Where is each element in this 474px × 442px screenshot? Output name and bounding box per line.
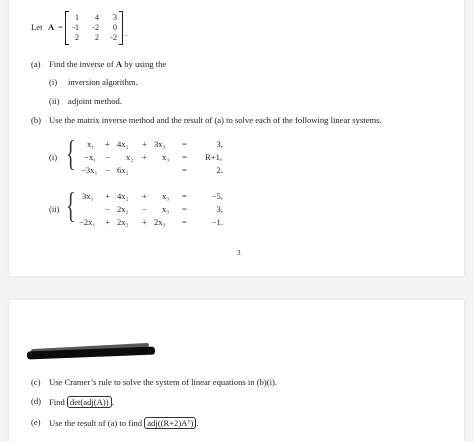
matrix-period: .: [125, 28, 128, 38]
part-d-label: (d): [31, 396, 42, 406]
matrix-cell: 2: [75, 33, 79, 42]
equation-term: x₁: [87, 139, 95, 149]
system-ii-label: (ii): [49, 204, 60, 214]
part-e-expression: adj((R+2)Aᵀ): [144, 417, 196, 429]
equation-term: x₃: [162, 152, 170, 162]
equation-rhs: 3,: [216, 139, 223, 149]
equation-term: 2x₂: [117, 217, 129, 227]
equation-operator: +: [142, 139, 147, 149]
equation-operator: −: [142, 204, 147, 214]
equation-equals: =: [182, 139, 187, 149]
matrix-cell: 3: [113, 13, 117, 22]
matrix-cell: 1: [75, 13, 79, 22]
matrix-cell: 0: [113, 23, 117, 32]
part-d-expression: det(adj(A)): [67, 396, 112, 408]
equation-term: x₃: [162, 191, 170, 201]
equation-operator: −: [105, 165, 110, 175]
matrix-cell: 2: [95, 33, 99, 42]
part-a-text-post: by using the: [124, 59, 167, 69]
equation-operator: −: [105, 152, 110, 162]
part-a-text: [49, 59, 166, 69]
equation-term: 3x₁: [82, 191, 94, 201]
equation-equals: =: [182, 217, 187, 227]
part-c-label: (c): [31, 377, 41, 387]
matrix-cell: 4: [95, 13, 99, 22]
part-d-text-pre: Find: [49, 397, 65, 407]
equation-operator: +: [105, 217, 110, 227]
matrix-right-bracket: [119, 11, 123, 45]
equation-equals: =: [182, 191, 187, 201]
equation-term: −3x₁: [81, 165, 98, 175]
equation-equals: =: [182, 165, 187, 175]
equation-term: 2x₂: [117, 204, 129, 214]
let-label: Let: [31, 22, 43, 32]
equation-rhs: 2.: [216, 165, 223, 175]
equation-operator: +: [105, 139, 110, 149]
page-one: [9, 0, 464, 276]
part-e-text-pre: Use the result of (a) to find: [49, 418, 143, 428]
equation-equals: =: [182, 152, 187, 162]
equation-operator: +: [105, 191, 110, 201]
matrix-cell: -2: [110, 33, 117, 42]
equation-term: −2x₁: [79, 217, 96, 227]
equals-sign: =: [58, 22, 63, 32]
matrix-a: [65, 11, 123, 43]
system-i-label: (i): [49, 152, 58, 162]
matrix-cell: -1: [72, 23, 79, 32]
matrix-symbol: A: [48, 22, 55, 32]
part-c-text: Use Cramer’s rule to solve the system of linear equations in (b)(i).: [49, 377, 277, 387]
equation-rhs: −5,: [211, 191, 223, 201]
equation-term: 4x₂: [117, 139, 129, 149]
matrix-cell: -2: [92, 23, 99, 32]
part-a-label: (a): [31, 59, 41, 69]
part-d-end: .: [111, 397, 114, 407]
part-e-text: [49, 417, 199, 429]
part-e-end: .: [196, 418, 199, 428]
equation-operator: +: [142, 217, 147, 227]
part-a-i-text: inversion algorithm.: [68, 77, 138, 87]
page-number: 3: [237, 249, 241, 257]
equation-term: 2x₃: [154, 217, 166, 227]
part-d-text: [49, 396, 114, 408]
equation-operator: +: [142, 152, 147, 162]
equation-operator: −: [105, 204, 110, 214]
equation-term: 6x₂: [117, 165, 129, 175]
equation-term: x₂: [126, 152, 134, 162]
equation-rhs: 3,: [216, 204, 223, 214]
part-a-ii-text: adjoint method.: [68, 96, 122, 106]
equation-operator: +: [142, 191, 147, 201]
part-b-text: Use the matrix inverse method and the result of (a) to solve each of the following linear systems.: [49, 115, 382, 125]
system-i-brace: {: [66, 133, 76, 173]
system-ii-brace: {: [66, 185, 76, 225]
equation-term: x₃: [162, 204, 170, 214]
part-a-text-pre: Find the inverse of: [49, 59, 114, 69]
equation-term: 3x₃: [154, 139, 166, 149]
page-two: [9, 300, 464, 442]
equation-rhs: R+1,: [205, 152, 223, 162]
part-b-label: (b): [31, 115, 42, 125]
part-e-label: (e): [31, 417, 41, 427]
equation-term: 4x₂: [117, 191, 129, 201]
equation-rhs: −1.: [211, 217, 223, 227]
part-a-i-label: (i): [49, 77, 58, 87]
part-a-ii-label: (ii): [49, 96, 60, 106]
equation-term: −x₁: [84, 152, 97, 162]
equation-equals: =: [182, 204, 187, 214]
part-a-bold-a: A: [115, 59, 123, 69]
